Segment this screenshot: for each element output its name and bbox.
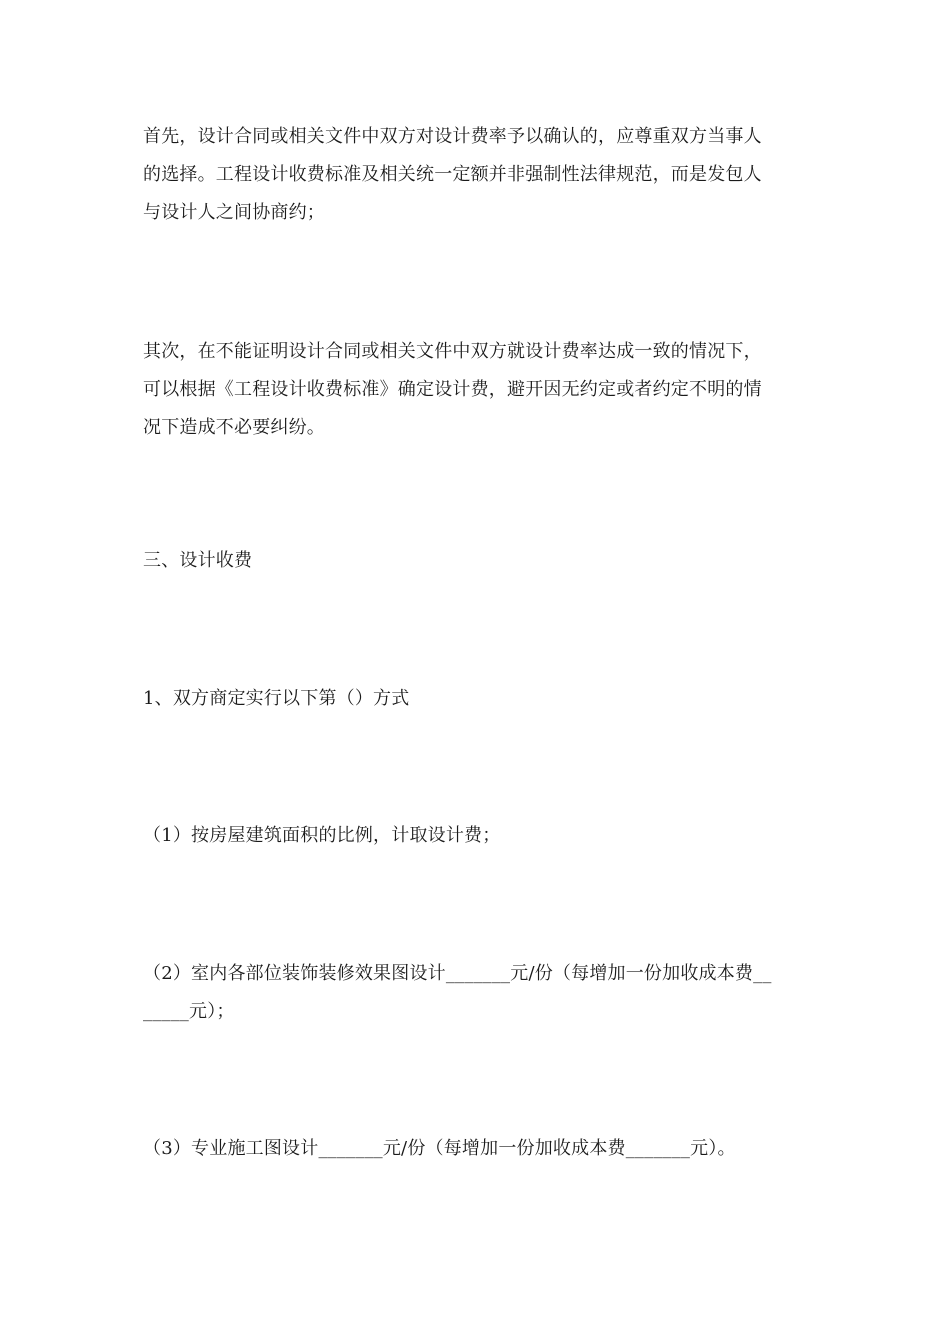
- paragraph-design-fee-confirmation: [143, 118, 811, 232]
- clause-fee-method: [143, 680, 811, 718]
- option-1-area-ratio: [143, 817, 811, 855]
- text-line: 的选择。工程设计收费标准及相关统一定额并非强制性法律规范，而是发包人: [143, 164, 762, 185]
- text-line: 其次，在不能证明设计合同或相关文件中双方就设计费率达成一致的情况下，: [143, 341, 762, 362]
- paragraph-fee-standard-fallback: [143, 333, 811, 447]
- option-2-rendering-design: [143, 955, 811, 1031]
- text-line: 况下造成不必要纠纷。: [143, 417, 325, 438]
- text-line: （3）专业施工图设计_______元/份（每增加一份加收成本费_______元）。: [143, 1138, 736, 1159]
- text-line: （2）室内各部位装饰装修效果图设计_______元/份（每增加一份加收成本费__: [143, 963, 772, 984]
- text-line: （1）按房屋建筑面积的比例，计取设计费；: [143, 825, 501, 846]
- text-line: 首先，设计合同或相关文件中双方对设计费率予以确认的，应尊重双方当事人: [143, 126, 762, 147]
- text-line: _____元）；: [143, 1001, 235, 1022]
- option-3-construction-drawings: [143, 1130, 811, 1168]
- text-line: 可以根据《工程设计收费标准》确定设计费，避开因无约定或者约定不明的情: [143, 379, 762, 400]
- text-line: 三、设计收费: [143, 550, 253, 571]
- text-line: 与设计人之间协商约；: [143, 202, 325, 223]
- section-heading-design-fees: [143, 542, 811, 580]
- text-line: 1、双方商定实行以下第（）方式: [143, 688, 410, 709]
